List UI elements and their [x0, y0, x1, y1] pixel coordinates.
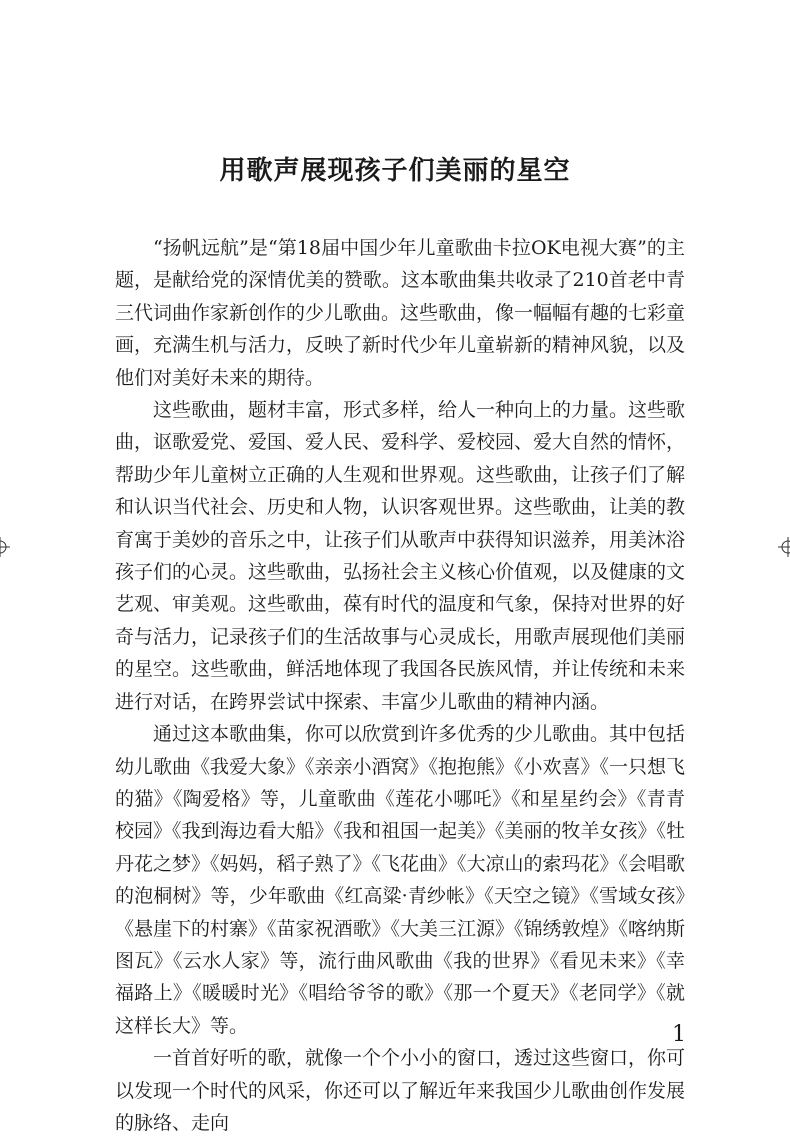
paragraph: 这些歌曲，题材丰富，形式多样，给人一种向上的力量。这些歌曲，讴歌爱党、爱国、爱人民、爱科学、爱校园、爱大自然的情怀，帮助少年儿童树立正确的人生观和世界观。这些歌曲，让孩子们了解和认识当代社会、历史和人物，认识客观世界。这些歌曲，让美的教育寓于美妙的音乐之中，让孩子们从歌声中获得知识滋养，用美沐浴孩子们的心灵。这些歌曲，弘扬社会主义核心价值观，以及健康的文艺观、审美观。这些歌曲，葆有时代的温度和气象，保持对世界的好奇与活力，记录孩子们的生活故事与心灵成长，用歌声展现他们美丽的星空。这些歌曲，鲜活地体现了我国各民族风情，并让传统和未来进行对话，在跨界尝试中探索、丰富少儿歌曲的精神内涵。 [115, 399, 686, 713]
paragraph: 一首首好听的歌，就像一个个小小的窗口，透过这些窗口，你可以发现一个时代的风采，你还可以了解近年来我国少儿歌曲创作发展的脉络、走向 [115, 1047, 686, 1134]
page-title: 用歌声展现孩子们美丽的星空 [219, 156, 571, 186]
page-number: 1 [672, 1022, 686, 1047]
paragraph: “扬帆远航”是“第18届中国少年儿童歌曲卡拉OK电视大赛”的主题，是献给党的深情优美的赞歌。这本歌曲集共收录了210首老中青三代词曲作家新创作的少儿歌曲。这些歌曲，像一幅幅有趣的七彩童画，充满生机与活力，反映了新时代少年儿童崭新的精神风貌，以及他们对美好未来的期待。 [115, 237, 686, 389]
registration-mark-left-icon [0, 537, 10, 557]
registration-mark-right-icon [778, 537, 790, 557]
paragraph: 通过这本歌曲集，你可以欣赏到许多优秀的少儿歌曲。其中包括幼儿歌曲《我爱大象》《亲亲小酒窝》《抱抱熊》《小欢喜》《一只想飞的猫》《陶爱格》等，儿童歌曲《莲花小哪吒》《和星星约会》《青青校园》《我到海边看大船》《我和祖国一起美》《美丽的牧羊女孩》《牡丹花之梦》《妈妈，稻子熟了》《飞花曲》《大凉山的索玛花》《会唱歌的泡桐树》等，少年歌曲《红高粱·青纱帐》《天空之镜》《雪域女孩》《悬崖下的村寨》《苗家祝酒歌》《大美三江源》《锦绣敦煌》《喀纳斯图瓦》《云水人家》等，流行曲风歌曲《我的世界》《看见未来》《幸福路上》《暖暖时光》《唱给爷爷的歌》《那一个夏天》《老同学》《就这样长大》等。 [115, 723, 686, 1037]
body-text [115, 232, 685, 1139]
